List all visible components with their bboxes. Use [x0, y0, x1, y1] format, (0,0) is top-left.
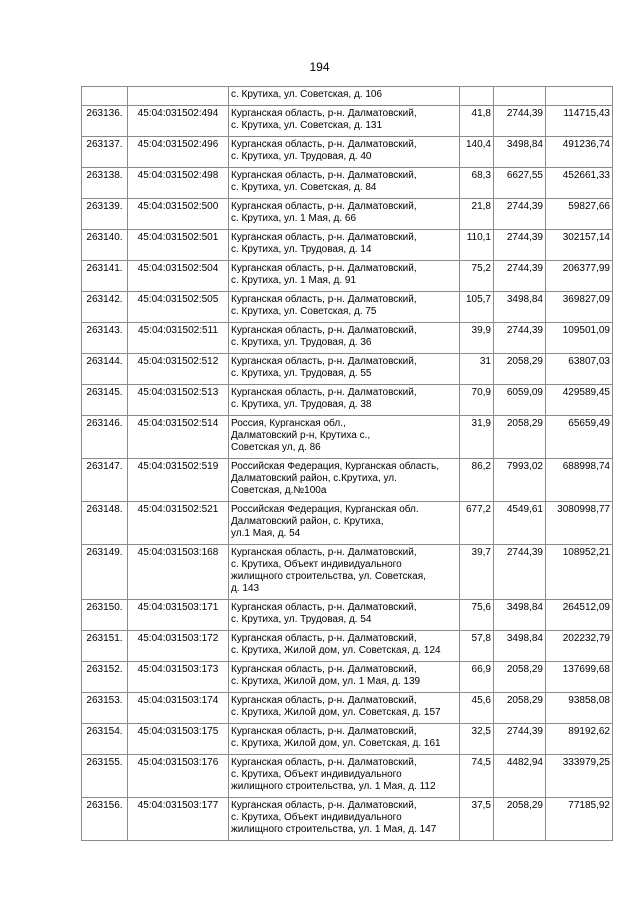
table-row: [82, 693, 613, 724]
table-row: [82, 385, 613, 416]
property-register-table: [81, 86, 613, 841]
cadastral-number-cell: 45:04:031503:168: [128, 545, 229, 600]
cadastral-value-cell: 93858,08: [546, 693, 613, 724]
area-cell: 66,9: [460, 662, 494, 693]
cadastral-number-cell: 45:04:031502:519: [128, 459, 229, 502]
rate-cell: 4549,61: [494, 502, 546, 545]
row-number-cell: 263137.: [82, 137, 128, 168]
cadastral-value-cell: 108952,21: [546, 545, 613, 600]
table-row: [82, 292, 613, 323]
page-number: 194: [309, 60, 330, 74]
row-number-cell: 263143.: [82, 323, 128, 354]
table-row: [82, 724, 613, 755]
address-cell: Курганская область, р-н. Далматовский, с. Крутиха, Жилой дом, ул. Советская, д. 124: [229, 631, 460, 662]
rate-cell: 2744,39: [494, 106, 546, 137]
cadastral-value-cell: 688998,74: [546, 459, 613, 502]
cadastral-value-cell: 63807,03: [546, 354, 613, 385]
row-number-cell: 263142.: [82, 292, 128, 323]
cadastral-number-cell: 45:04:031502:504: [128, 261, 229, 292]
rate-cell: 3498,84: [494, 600, 546, 631]
cadastral-value-cell: 333979,25: [546, 755, 613, 798]
row-number-cell: 263141.: [82, 261, 128, 292]
address-cell: Курганская область, р-н. Далматовский, с. Крутиха, ул. Трудовая, д. 54: [229, 600, 460, 631]
row-number-cell: 263136.: [82, 106, 128, 137]
cadastral-number-cell: 45:04:031502:513: [128, 385, 229, 416]
rate-cell: 2058,29: [494, 416, 546, 459]
cadastral-value-cell: 59827,66: [546, 199, 613, 230]
address-cell: Курганская область, р-н. Далматовский, с. Крутиха, ул. Советская, д. 131: [229, 106, 460, 137]
cadastral-value-cell: [546, 87, 613, 106]
address-cell: Курганская область, р-н. Далматовский, с. Крутиха, ул. 1 Мая, д. 66: [229, 199, 460, 230]
address-cell: Курганская область, р-н. Далматовский, с. Крутиха, ул. Советская, д. 75: [229, 292, 460, 323]
cadastral-number-cell: 45:04:031503:175: [128, 724, 229, 755]
address-cell: Курганская область, р-н. Далматовский, с. Крутиха, Жилой дом, ул. 1 Мая, д. 139: [229, 662, 460, 693]
rate-cell: 3498,84: [494, 631, 546, 662]
cadastral-number-cell: 45:04:031502:498: [128, 168, 229, 199]
row-number-cell: 263139.: [82, 199, 128, 230]
cadastral-number-cell: 45:04:031503:171: [128, 600, 229, 631]
rate-cell: 2058,29: [494, 354, 546, 385]
area-cell: 677,2: [460, 502, 494, 545]
table-row: [82, 323, 613, 354]
table-row: [82, 261, 613, 292]
area-cell: 39,9: [460, 323, 494, 354]
rate-cell: 3498,84: [494, 137, 546, 168]
address-cell: Курганская область, р-н. Далматовский, с. Крутиха, ул. 1 Мая, д. 91: [229, 261, 460, 292]
address-cell: Курганская область, р-н. Далматовский, с. Крутиха, ул. Трудовая, д. 36: [229, 323, 460, 354]
area-cell: 31: [460, 354, 494, 385]
row-number-cell: 263148.: [82, 502, 128, 545]
row-number-cell: 263144.: [82, 354, 128, 385]
row-number-cell: 263150.: [82, 600, 128, 631]
area-cell: 140,4: [460, 137, 494, 168]
rate-cell: 2058,29: [494, 798, 546, 841]
area-cell: 39,7: [460, 545, 494, 600]
cadastral-number-cell: 45:04:031502:511: [128, 323, 229, 354]
table-row: [82, 137, 613, 168]
cadastral-value-cell: 206377,99: [546, 261, 613, 292]
cadastral-value-cell: 137699,68: [546, 662, 613, 693]
address-cell: Курганская область, р-н. Далматовский, с. Крутиха, ул. Трудовая, д. 40: [229, 137, 460, 168]
area-cell: 70,9: [460, 385, 494, 416]
area-cell: 75,6: [460, 600, 494, 631]
cadastral-number-cell: 45:04:031502:494: [128, 106, 229, 137]
table-row: [82, 416, 613, 459]
address-cell: с. Крутиха, ул. Советская, д. 106: [229, 87, 460, 106]
rate-cell: [494, 87, 546, 106]
cadastral-number-cell: 45:04:031502:501: [128, 230, 229, 261]
cadastral-number-cell: 45:04:031503:172: [128, 631, 229, 662]
table-row: [82, 168, 613, 199]
row-number-cell: 263140.: [82, 230, 128, 261]
table-row: [82, 545, 613, 600]
area-cell: 57,8: [460, 631, 494, 662]
rate-cell: 2744,39: [494, 323, 546, 354]
address-cell: Курганская область, р-н. Далматовский, с. Крутиха, Объект индивидуального жилищного строительства, ул. 1 Мая, д. 112: [229, 755, 460, 798]
row-number-cell: 263138.: [82, 168, 128, 199]
cadastral-number-cell: 45:04:031502:514: [128, 416, 229, 459]
area-cell: 74,5: [460, 755, 494, 798]
rate-cell: 2744,39: [494, 199, 546, 230]
cadastral-value-cell: 109501,09: [546, 323, 613, 354]
cadastral-value-cell: 452661,33: [546, 168, 613, 199]
area-cell: 31,9: [460, 416, 494, 459]
rate-cell: 2744,39: [494, 261, 546, 292]
address-cell: Курганская область, р-н. Далматовский, с. Крутиха, ул. Советская, д. 84: [229, 168, 460, 199]
table-row: [82, 662, 613, 693]
cadastral-value-cell: 491236,74: [546, 137, 613, 168]
address-cell: Курганская область, р-н. Далматовский, с. Крутиха, ул. Трудовая, д. 14: [229, 230, 460, 261]
address-cell: Российская Федерация, Курганская область, Далматовский район, с.Крутиха, ул. Советская, д.№100а: [229, 459, 460, 502]
table-row: [82, 106, 613, 137]
rate-cell: 4482,94: [494, 755, 546, 798]
area-cell: 86,2: [460, 459, 494, 502]
rate-cell: 3498,84: [494, 292, 546, 323]
cadastral-number-cell: 45:04:031503:173: [128, 662, 229, 693]
row-number-cell: 263147.: [82, 459, 128, 502]
cadastral-number-cell: 45:04:031503:174: [128, 693, 229, 724]
table-row: [82, 631, 613, 662]
row-number-cell: 263154.: [82, 724, 128, 755]
table-row: [82, 199, 613, 230]
cadastral-number-cell: 45:04:031503:176: [128, 755, 229, 798]
address-cell: Россия, Курганская обл., Далматовский р-н, Крутиха с., Советская ул, д. 86: [229, 416, 460, 459]
rate-cell: 6627,55: [494, 168, 546, 199]
cadastral-value-cell: 202232,79: [546, 631, 613, 662]
cadastral-value-cell: 65659,49: [546, 416, 613, 459]
cadastral-number-cell: 45:04:031502:505: [128, 292, 229, 323]
cadastral-value-cell: 3080998,77: [546, 502, 613, 545]
row-number-cell: 263151.: [82, 631, 128, 662]
area-cell: 105,7: [460, 292, 494, 323]
rate-cell: 2058,29: [494, 693, 546, 724]
area-cell: 45,6: [460, 693, 494, 724]
table-row: [82, 798, 613, 841]
table-row: [82, 755, 613, 798]
area-cell: 75,2: [460, 261, 494, 292]
address-cell: Российская Федерация, Курганская обл. Далматовский район, с. Крутиха, ул.1 Мая, д. 54: [229, 502, 460, 545]
address-cell: Курганская область, р-н. Далматовский, с. Крутиха, ул. Трудовая, д. 55: [229, 354, 460, 385]
cadastral-number-cell: 45:04:031502:521: [128, 502, 229, 545]
row-number-cell: [82, 87, 128, 106]
area-cell: 37,5: [460, 798, 494, 841]
rate-cell: 2744,39: [494, 230, 546, 261]
area-cell: [460, 87, 494, 106]
table-row: [82, 600, 613, 631]
row-number-cell: 263145.: [82, 385, 128, 416]
area-cell: 21,8: [460, 199, 494, 230]
area-cell: 32,5: [460, 724, 494, 755]
rate-cell: 2744,39: [494, 545, 546, 600]
table-row: [82, 230, 613, 261]
area-cell: 41,8: [460, 106, 494, 137]
area-cell: 110,1: [460, 230, 494, 261]
cadastral-value-cell: 429589,45: [546, 385, 613, 416]
address-cell: Курганская область, р-н. Далматовский, с. Крутиха, Объект индивидуального жилищного строительства, ул. 1 Мая, д. 147: [229, 798, 460, 841]
cadastral-value-cell: 302157,14: [546, 230, 613, 261]
address-cell: Курганская область, р-н. Далматовский, с. Крутиха, ул. Трудовая, д. 38: [229, 385, 460, 416]
cadastral-value-cell: 89192,62: [546, 724, 613, 755]
cadastral-value-cell: 77185,92: [546, 798, 613, 841]
cadastral-number-cell: 45:04:031502:496: [128, 137, 229, 168]
cadastral-value-cell: 369827,09: [546, 292, 613, 323]
cadastral-number-cell: 45:04:031503:177: [128, 798, 229, 841]
area-cell: 68,3: [460, 168, 494, 199]
row-number-cell: 263153.: [82, 693, 128, 724]
row-number-cell: 263152.: [82, 662, 128, 693]
cadastral-number-cell: [128, 87, 229, 106]
address-cell: Курганская область, р-н. Далматовский, с. Крутиха, Жилой дом, ул. Советская, д. 161: [229, 724, 460, 755]
table-body: [82, 87, 613, 841]
cadastral-value-cell: 114715,43: [546, 106, 613, 137]
address-cell: Курганская область, р-н. Далматовский, с. Крутиха, Жилой дом, ул. Советская, д. 157: [229, 693, 460, 724]
row-number-cell: 263156.: [82, 798, 128, 841]
row-number-cell: 263146.: [82, 416, 128, 459]
rate-cell: 6059,09: [494, 385, 546, 416]
table-row: [82, 502, 613, 545]
row-number-cell: 263155.: [82, 755, 128, 798]
table-row: [82, 459, 613, 502]
rate-cell: 2058,29: [494, 662, 546, 693]
rate-cell: 7993,02: [494, 459, 546, 502]
table-row: [82, 354, 613, 385]
row-number-cell: 263149.: [82, 545, 128, 600]
address-cell: Курганская область, р-н. Далматовский, с. Крутиха, Объект индивидуального жилищного строительства, ул. Советская, д. 143: [229, 545, 460, 600]
cadastral-value-cell: 264512,09: [546, 600, 613, 631]
cadastral-number-cell: 45:04:031502:512: [128, 354, 229, 385]
table-row: [82, 87, 613, 106]
rate-cell: 2744,39: [494, 724, 546, 755]
cadastral-number-cell: 45:04:031502:500: [128, 199, 229, 230]
